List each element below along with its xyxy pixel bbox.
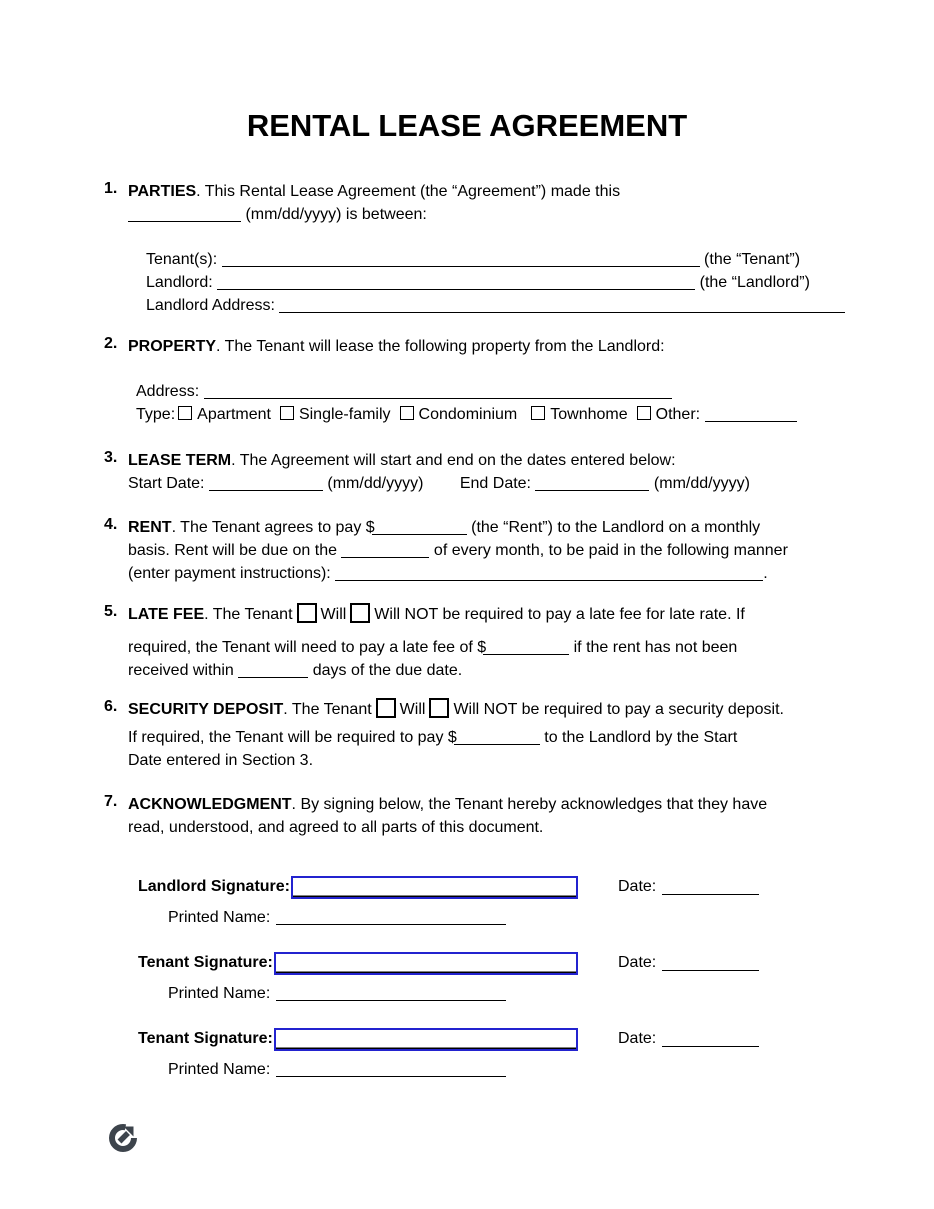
landlord-address-row [146,294,864,317]
late-fee-text-3a: received within [128,662,234,679]
checkbox-late-fee-will [297,603,317,623]
late-fee-will-not-label: Will NOT be required to pay a late fee for late rate. If [374,606,745,623]
end-date-format: (mm/dd/yyyy) [653,475,750,492]
blank-landlord-sign-date [662,879,759,895]
circular-arrow-logo [106,1120,140,1154]
parties-fields [146,248,864,317]
checkbox-deposit-will-not [429,698,449,718]
section-number: 6. [104,698,118,715]
late-fee-line-2 [128,636,864,659]
date-format-hint: (mm/dd/yyyy) is between: [245,206,427,223]
landlord-date-group [618,878,759,896]
property-address-label: Address: [136,383,200,400]
printed-name-label: Printed Name: [168,1061,271,1078]
tenant-signature-row-2 [138,1026,864,1052]
section-heading: RENT [128,519,172,536]
landlord-signature-label: Landlord Signature: [138,878,290,895]
section-property [104,335,864,426]
deposit-will-not-label: Will NOT be required to pay a security deposit. [453,701,784,718]
section-number: 1. [104,180,118,197]
security-deposit-line-1 [128,698,864,721]
rent-text-3a: (enter payment instructions): [128,565,331,582]
blank-tenant-printed-name-2 [276,1061,506,1077]
late-fee-text-1a: . The Tenant [204,606,293,623]
landlord-row [146,271,864,294]
rent-text-3b: . [763,565,768,582]
landlord-signature-input[interactable] [291,876,578,899]
lease-term-text: . The Agreement will start and end on the dates entered below: [231,452,676,469]
blank-payment-instructions [335,565,763,581]
section-heading: ACKNOWLEDGMENT [128,796,292,813]
checkbox-single-family [280,406,294,420]
section-number: 2. [104,335,118,352]
blank-end-date [535,475,649,491]
deposit-will-label: Will [399,701,426,718]
blank-late-fee-days [238,662,308,678]
type-other-label: Other: [655,406,701,423]
section-heading: PROPERTY [128,338,217,355]
rent-text-1a: . The Tenant agrees to pay $ [171,519,375,536]
acknowledgment-line-1 [128,793,864,816]
blank-rent-due-day [341,542,429,558]
late-fee-text-2b: if the rent has not been [573,639,738,656]
late-fee-will-label: Will [320,606,347,623]
type-apartment-label: Apartment [197,406,271,423]
section-heading: LEASE TERM [128,452,232,469]
checkbox-late-fee-will-not [350,603,370,623]
checkbox-deposit-will [376,698,396,718]
printed-name-label: Printed Name: [168,985,271,1002]
landlord-printed-name-row [168,906,506,929]
tenant-suffix: (the “Tenant”) [704,251,801,268]
parties-text: . This Rental Lease Agreement (the “Agreement”) made this [196,183,621,200]
parties-line-1 [128,180,864,203]
section-heading: SECURITY DEPOSIT [128,701,284,718]
rent-line-1 [128,516,864,539]
security-text-3: Date entered in Section 3. [128,752,314,769]
rent-line-3 [128,562,864,585]
property-line-1 [128,335,864,358]
property-fields [136,380,864,426]
blank-tenant-sign-date-1 [662,955,759,971]
blank-landlord-printed-name [276,909,506,925]
late-fee-text-2a: required, the Tenant will need to pay a late fee of $ [128,639,487,656]
tenant-signature-line-2 [138,1028,578,1051]
section-parties [104,180,864,317]
tenant-printed-name-row-1 [168,982,506,1005]
checkbox-townhome [531,406,545,420]
section-number: 5. [104,603,118,620]
section-security-deposit [104,698,864,772]
printed-name-label: Printed Name: [168,909,271,926]
late-fee-text-3b: days of the due date. [312,662,463,679]
section-acknowledgment [104,793,864,839]
blank-type-other [705,406,797,422]
date-label: Date: [618,954,657,971]
document-title: RENTAL LEASE AGREEMENT [246,108,688,143]
security-text-2a: If required, the Tenant will be required to pay $ [128,729,457,746]
type-condominium-label: Condominium [418,406,518,423]
blank-tenant-sign-date-2 [662,1031,759,1047]
section-heading: LATE FEE [128,606,205,623]
checkbox-other [637,406,651,420]
blank-deposit-amount [454,729,540,745]
blank-tenant-printed-name-1 [276,985,506,1001]
tenant-row [146,248,864,271]
section-number: 3. [104,449,118,466]
property-type-label: Type: [136,406,176,423]
blank-tenant-name [222,251,700,267]
security-deposit-line-2 [128,726,864,749]
security-deposit-line-3 [128,749,864,772]
property-address-row [136,380,864,403]
blank-late-fee-amount [483,639,569,655]
property-type-row [136,403,864,426]
rent-text-2b: of every month, to be paid in the following manner [433,542,788,559]
acknowledgment-text-2: read, understood, and agreed to all parts of this document. [128,819,544,836]
landlord-suffix: (the “Landlord”) [699,274,810,291]
blank-agreement-date [128,206,241,222]
section-number: 4. [104,516,118,533]
end-date-label: End Date: [459,475,531,492]
start-date-format: (mm/dd/yyyy) [327,475,424,492]
blank-landlord-name [217,274,695,290]
checkbox-condominium [400,406,414,420]
date-label: Date: [618,878,657,895]
start-date-label: Start Date: [128,475,205,492]
section-number: 7. [104,793,118,810]
blank-start-date [209,475,323,491]
landlord-signature-line [138,876,578,899]
end-date-group [460,475,750,492]
section-lease-term [104,449,864,495]
tenant-signature-input-2[interactable] [274,1028,578,1051]
landlord-label: Landlord: [146,274,213,291]
rent-line-2 [128,539,864,562]
blank-landlord-address [279,297,845,313]
tenant-date-group-2 [618,1030,759,1048]
section-heading: PARTIES [128,183,197,200]
type-townhome-label: Townhome [550,406,628,423]
tenant-printed-name-row-2 [168,1058,506,1081]
tenant-signature-label: Tenant Signature: [138,954,273,971]
blank-rent-amount [372,519,467,535]
blank-property-address [204,383,672,399]
security-text-1a: . The Tenant [283,701,372,718]
section-late-fee [104,603,864,682]
rent-text-2a: basis. Rent will be due on the [128,542,338,559]
tenant-signature-label: Tenant Signature: [138,1030,273,1047]
lease-term-line-1 [128,449,864,472]
security-text-2b: to the Landlord by the Start [544,729,738,746]
late-fee-line-1 [128,603,864,626]
property-text: . The Tenant will lease the following property from the Landlord: [216,338,665,355]
section-rent [104,516,864,585]
type-single-family-label: Single-family [298,406,391,423]
date-label: Date: [618,1030,657,1047]
checkbox-apartment [178,406,192,420]
landlord-address-label: Landlord Address: [146,297,275,314]
parties-line-2 [128,203,864,226]
tenant-label: Tenant(s): [146,251,218,268]
rent-text-1b: (the “Rent”) to the Landlord on a monthly [471,519,761,536]
acknowledgment-line-2 [128,816,864,839]
landlord-signature-row [138,874,864,900]
tenant-signature-line-1 [138,952,578,975]
acknowledgment-text-1: . By signing below, the Tenant hereby acknowledges that they have [291,796,768,813]
tenant-signature-input-1[interactable] [274,952,578,975]
late-fee-line-3 [128,659,864,682]
tenant-signature-row-1 [138,950,864,976]
lease-dates-row [128,472,864,495]
tenant-date-group-1 [618,954,759,972]
